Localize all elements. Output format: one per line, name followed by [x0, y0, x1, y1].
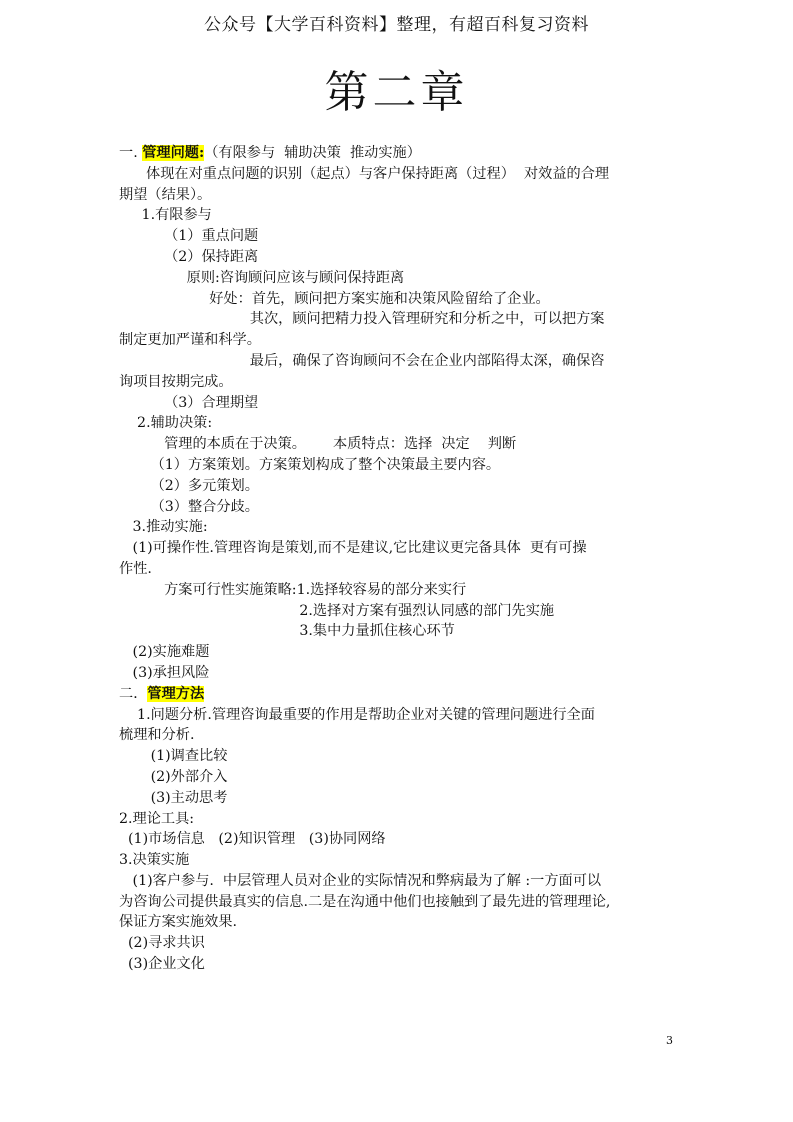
section-1-content: [119, 164, 679, 684]
section-title: 管理问题:: [142, 145, 205, 161]
text-line: 3.推动实施:: [119, 519, 208, 536]
document-body: [119, 143, 679, 975]
text-line: 2.理论工具:: [119, 810, 195, 827]
text-line: (2)实施难题: [119, 644, 210, 661]
section-subtitle: （有限参与 辅助决策 推动实施）: [204, 145, 421, 161]
text-line: 询项目按期完成。: [119, 373, 233, 390]
text-line: 作性.: [119, 560, 152, 577]
section-number: 二．: [119, 685, 148, 702]
text-line: (1)可操作性.管理咨询是策划,而不是建议,它比建议更完备具体 更有可操: [119, 540, 587, 557]
text-line: (2)外部介入: [119, 768, 228, 785]
text-line: （3）合理期望: [119, 394, 259, 411]
text-line: 1.问题分析.管理咨询最重要的作用是帮助企业对关键的管理问题进行全面: [119, 706, 595, 723]
text-line: 体现在对重点问题的识别（起点）与客户保持距离（过程） 对效益的合理: [119, 165, 610, 182]
text-line: （2）多元策划。: [119, 477, 259, 494]
text-line: 好处：首先，顾问把方案实施和决策风险留给了企业。: [119, 290, 550, 307]
page-header: 公众号【大学百科资料】整理，有超百科复习资料: [204, 15, 589, 35]
text-line: 2.辅助决策:: [119, 415, 213, 432]
text-line: (3)承担风险: [119, 664, 210, 681]
text-line: (1)客户参与. 中层管理人员对企业的实际情况和弊病最为了解 :一方面可以: [119, 872, 602, 889]
page-number: 3: [666, 1034, 673, 1047]
section-title: 管理方法: [147, 685, 205, 702]
section-heading-2: [119, 684, 679, 705]
text-line: (3)企业文化: [119, 956, 205, 973]
text-line: 其次，顾问把精力投入管理研究和分析之中，可以把方案: [119, 311, 605, 328]
text-line: （2）保持距离: [119, 248, 259, 265]
text-line: 为咨询公司提供最真实的信息.二是在沟通中他们也接触到了最先进的管理理论,: [119, 893, 611, 910]
text-line: （3）整合分歧。: [119, 498, 259, 515]
text-line: （1）重点问题: [119, 228, 259, 245]
text-line: 制定更加严谨和科学。: [119, 332, 261, 349]
text-line: (2)寻求共识: [119, 935, 205, 952]
text-line: 方案可行性实施策略:1.选择较容易的部分来实行: [119, 581, 467, 598]
text-line: (1)市场信息 (2)知识管理 (3)协同网络: [119, 831, 386, 848]
text-line: （1）方案策划。方案策划构成了整个决策最主要内容。: [119, 456, 501, 473]
chapter-title: 第二章: [324, 67, 469, 118]
text-line: 保证方案实施效果.: [119, 914, 238, 931]
text-line: 期望（结果）。: [119, 186, 212, 203]
text-line: 1.有限参与: [119, 207, 212, 224]
text-line: 2.选择对方案有强烈认同感的部门先实施: [119, 602, 555, 619]
text-line: 3.集中力量抓住核心环节: [119, 623, 455, 640]
text-line: (1)调查比较: [119, 748, 228, 765]
text-line: 3.决策实施: [119, 852, 190, 869]
text-line: 梳理和分析.: [119, 727, 195, 744]
text-line: 原则:咨询顾问应该与顾问保持距离: [119, 269, 405, 286]
text-line: 管理的本质在于决策。 本质特点：选择 决定 判断: [119, 436, 517, 453]
text-line: 最后，确保了咨询顾问不会在企业内部陷得太深，确保咨: [119, 352, 605, 369]
section-heading-1: [119, 143, 679, 164]
section-2-content: [119, 705, 679, 975]
text-line: (3)主动思考: [119, 789, 228, 806]
section-number: 一.: [119, 145, 138, 161]
